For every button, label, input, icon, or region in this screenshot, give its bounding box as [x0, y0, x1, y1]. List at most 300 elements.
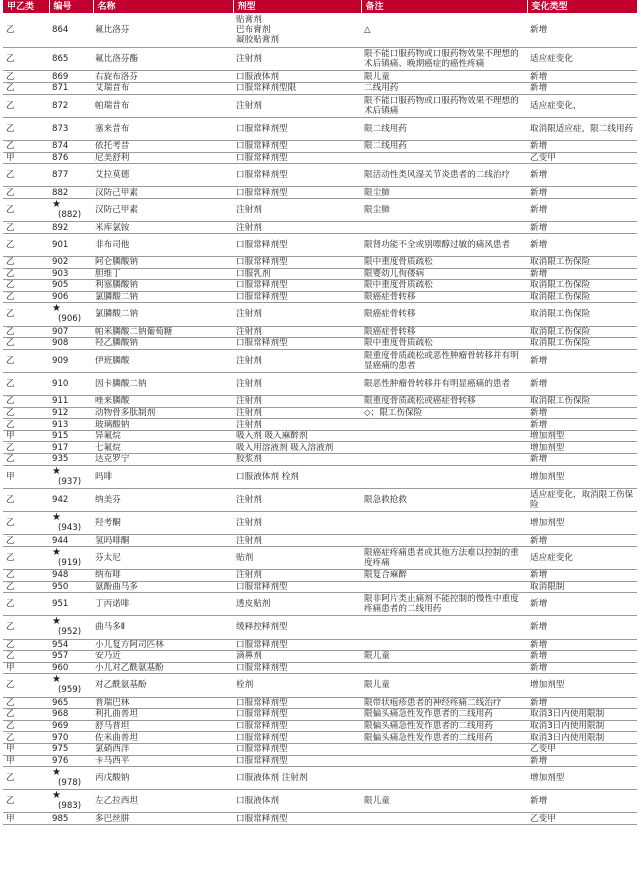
cell-category: 乙 [3, 709, 49, 721]
cell-change-type: 增加剂型 [527, 430, 637, 442]
cell-number [49, 465, 93, 488]
cell-category: 乙 [3, 338, 49, 350]
cell-change-type: 新增 [527, 616, 637, 639]
table-row [3, 233, 637, 256]
cell-drug-name: 氨酚曲马多 [93, 581, 233, 593]
cell-drug-name: 帕瑞昔布 [93, 94, 233, 117]
cell-number: 871 [49, 83, 93, 95]
cell-number [49, 674, 93, 697]
table-row [3, 546, 637, 569]
table-row [3, 396, 637, 408]
cell-remarks: 限活动性类风湿关节炎患者的二线治疗 [361, 164, 527, 187]
cell-change-type: 新增 [527, 419, 637, 431]
cell-change-type: 新增 [527, 662, 637, 674]
cell-change-type: 新增 [527, 697, 637, 709]
cell-dosage-form: 口服常释剂型 [233, 720, 361, 732]
cell-change-type: 新增 [527, 222, 637, 234]
cell-dosage-form: 口服液体剂 注射剂 [233, 767, 361, 790]
cell-remarks: 限重度骨质疏松或恶性肿瘤骨转移并有明显癌痛的患者 [361, 349, 527, 372]
cell-drug-name: 胆维丁 [93, 268, 233, 280]
cell-drug-name: 氢吗啡酮 [93, 535, 233, 547]
cell-remarks: 限不能口服药物或口服药物效果不理想的术后镇痛、晚期癌症的癌性疼痛 [361, 48, 527, 71]
cell-number: 910 [49, 372, 93, 395]
cell-category: 乙 [3, 280, 49, 292]
cell-remarks [361, 152, 527, 164]
cell-category: 乙 [3, 71, 49, 83]
cell-change-type: 新增 [527, 570, 637, 582]
cell-dosage-form: 口服常释剂型 [233, 662, 361, 674]
cell-number: 892 [49, 222, 93, 234]
cell-number: 948 [49, 570, 93, 582]
cell-drug-name: 芬太尼 [93, 546, 233, 569]
cell-change-type: 新增 [527, 349, 637, 372]
cell-remarks [361, 430, 527, 442]
cell-change-type: 乙变甲 [527, 813, 637, 825]
cell-number-text: (937) [58, 476, 82, 487]
cell-change-type: 适应症变化， [527, 94, 637, 117]
cell-category: 乙 [3, 83, 49, 95]
cell-dosage-form: 注射剂 [233, 535, 361, 547]
cell-drug-name: 佐米曲普坦 [93, 732, 233, 744]
cell-category: 乙 [3, 512, 49, 535]
cell-category: 乙 [3, 767, 49, 790]
cell-number-text: (983) [58, 801, 82, 812]
cell-category: 乙 [3, 535, 49, 547]
cell-remarks: 限非阿片类止痛剂不能控制的慢性中重度疼痛患者的二线用药 [361, 593, 527, 616]
cell-remarks: 限婴幼儿佝偻病 [361, 268, 527, 280]
cell-category: 甲 [3, 813, 49, 825]
cell-drug-name: 阿仑膦酸钠 [93, 256, 233, 268]
cell-remarks: 限中重度骨质疏松 [361, 280, 527, 292]
star-icon: ★ [52, 790, 61, 802]
table-row [3, 743, 637, 755]
cell-category: 乙 [3, 546, 49, 569]
cell-drug-name: 异氟烷 [93, 430, 233, 442]
cell-remarks [361, 512, 527, 535]
cell-number: 960 [49, 662, 93, 674]
cell-change-type: 取消限工伤保险 [527, 303, 637, 326]
table-row [3, 187, 637, 199]
table-row [3, 570, 637, 582]
cell-drug-name: 纳布啡 [93, 570, 233, 582]
cell-number: 869 [49, 71, 93, 83]
cell-remarks [361, 743, 527, 755]
table-row [3, 222, 637, 234]
table-row [3, 291, 637, 303]
table-row [3, 152, 637, 164]
cell-category: 乙 [3, 488, 49, 511]
cell-drug-name: 安乃近 [93, 651, 233, 663]
table-row [3, 616, 637, 639]
cell-dosage-form: 注射剂 [233, 48, 361, 71]
table-row [3, 767, 637, 790]
cell-drug-name: 利扎曲普坦 [93, 709, 233, 721]
cell-category: 乙 [3, 233, 49, 256]
cell-category: 乙 [3, 697, 49, 709]
cell-number [49, 546, 93, 569]
cell-category: 乙 [3, 407, 49, 419]
cell-number: 876 [49, 152, 93, 164]
cell-category: 甲 [3, 465, 49, 488]
cell-remarks: 限二线用药 [361, 141, 527, 153]
cell-number: 985 [49, 813, 93, 825]
cell-remarks: 限尘肺 [361, 199, 527, 222]
cell-dosage-form: 口服常释剂型 [233, 709, 361, 721]
cell-category: 乙 [3, 419, 49, 431]
cell-change-type: 取消限工伤保险 [527, 280, 637, 292]
cell-drug-name: 氟比洛芬酯 [93, 48, 233, 71]
cell-dosage-form: 注射剂 [233, 512, 361, 535]
cell-change-type: 取消3日内使用限制 [527, 732, 637, 744]
cell-remarks: 限偏头痛急性发作患者的二线用药 [361, 709, 527, 721]
table-row [3, 651, 637, 663]
cell-drug-name: 达克罗宁 [93, 454, 233, 466]
table-row [3, 71, 637, 83]
cell-number-text: (882) [58, 210, 82, 221]
cell-change-type: 取消限工伤保险 [527, 396, 637, 408]
cell-drug-name: 塞来昔布 [93, 117, 233, 140]
table-row [3, 303, 637, 326]
cell-drug-name: 舒马普坦 [93, 720, 233, 732]
cell-number: 865 [49, 48, 93, 71]
cell-category: 乙 [3, 593, 49, 616]
cell-remarks: 限恶性肿瘤骨转移并有明显癌痛的患者 [361, 372, 527, 395]
cell-dosage-form: 注射剂 [233, 396, 361, 408]
cell-number: 954 [49, 639, 93, 651]
cell-remarks [361, 465, 527, 488]
cell-dosage-form: 口服常释剂型 [233, 338, 361, 350]
header-category: 甲乙类 [3, 0, 49, 13]
cell-drug-name: 依托考昔 [93, 141, 233, 153]
cell-category: 乙 [3, 570, 49, 582]
cell-remarks: 二线用药 [361, 83, 527, 95]
cell-category: 乙 [3, 303, 49, 326]
cell-number: 877 [49, 164, 93, 187]
cell-number: 976 [49, 755, 93, 767]
cell-change-type: 新增 [527, 13, 637, 48]
table-row [3, 349, 637, 372]
cell-drug-name: 丁丙诺啡 [93, 593, 233, 616]
cell-number: 970 [49, 732, 93, 744]
cell-remarks [361, 639, 527, 651]
cell-category: 乙 [3, 141, 49, 153]
cell-drug-name: 伊班膦酸 [93, 349, 233, 372]
cell-remarks [361, 616, 527, 639]
table-row [3, 662, 637, 674]
cell-drug-name: 帕米膦酸二钠葡萄糖 [93, 326, 233, 338]
cell-change-type: 增加剂型 [527, 465, 637, 488]
cell-change-type: 新增 [527, 454, 637, 466]
cell-number-text: (952) [58, 627, 82, 638]
cell-dosage-form: 口服液体剂 [233, 71, 361, 83]
cell-drug-name: 因卡膦酸二钠 [93, 372, 233, 395]
cell-dosage-form: 栓剂 [233, 674, 361, 697]
cell-category: 乙 [3, 790, 49, 813]
cell-change-type: 新增 [527, 164, 637, 187]
cell-dosage-form: 口服液体剂 栓剂 [233, 465, 361, 488]
cell-change-type: 取消限制 [527, 581, 637, 593]
cell-number: 909 [49, 349, 93, 372]
cell-dosage-form: 口服常释剂型 [233, 813, 361, 825]
cell-number-text: (978) [58, 778, 82, 789]
cell-number: 968 [49, 709, 93, 721]
cell-drug-name: 氯膦酸二钠 [93, 303, 233, 326]
cell-change-type: 新增 [527, 593, 637, 616]
cell-change-type: 适应症变化 [527, 48, 637, 71]
cell-dosage-form: 透皮贴剂 [233, 593, 361, 616]
cell-change-type: 新增 [527, 407, 637, 419]
table-row [3, 48, 637, 71]
star-icon: ★ [52, 465, 61, 477]
cell-dosage-form: 口服常释剂型 [233, 164, 361, 187]
cell-remarks: 限癌症骨转移 [361, 303, 527, 326]
cell-dosage-form: 缓释控释剂型 [233, 616, 361, 639]
cell-dosage-form: 口服常释剂型 [233, 291, 361, 303]
cell-change-type: 取消3日内使用限制 [527, 720, 637, 732]
table-body [3, 13, 637, 825]
cell-category: 乙 [3, 616, 49, 639]
cell-category: 乙 [3, 164, 49, 187]
header-remarks: 备注 [361, 0, 527, 13]
cell-dosage-form: 口服常释剂型 [233, 141, 361, 153]
cell-number: 944 [49, 535, 93, 547]
cell-drug-name: 多巴丝肼 [93, 813, 233, 825]
star-icon: ★ [52, 303, 61, 315]
cell-drug-name: 动物骨多肽制剂 [93, 407, 233, 419]
table-row [3, 407, 637, 419]
cell-category: 乙 [3, 268, 49, 280]
cell-number: 874 [49, 141, 93, 153]
star-icon: ★ [52, 199, 61, 211]
cell-category: 乙 [3, 639, 49, 651]
cell-dosage-form: 注射剂 [233, 372, 361, 395]
dosage-form-line: 凝胶贴膏剂 [236, 35, 279, 46]
cell-drug-name: 丙戊酸钠 [93, 767, 233, 790]
cell-remarks: 限中重度骨质疏松 [361, 256, 527, 268]
table-row [3, 465, 637, 488]
cell-number-text: (906) [58, 314, 82, 325]
cell-drug-name: 右旋布洛芬 [93, 71, 233, 83]
cell-number: 950 [49, 581, 93, 593]
cell-change-type: 新增 [527, 535, 637, 547]
table-row [3, 813, 637, 825]
cell-change-type: 增加剂型 [527, 767, 637, 790]
cell-number-text: (943) [58, 523, 82, 534]
cell-number: 903 [49, 268, 93, 280]
cell-drug-name: 氯膦酸二钠 [93, 291, 233, 303]
table-row [3, 117, 637, 140]
cell-change-type: 新增 [527, 372, 637, 395]
cell-remarks: 限偏头痛急性发作患者的二线用药 [361, 732, 527, 744]
cell-change-type: 新增 [527, 790, 637, 813]
star-icon: ★ [52, 616, 61, 628]
cell-change-type: 增加剂型 [527, 674, 637, 697]
table-row [3, 674, 637, 697]
cell-remarks [361, 419, 527, 431]
cell-drug-name: 唑来膦酸 [93, 396, 233, 408]
table-row [3, 83, 637, 95]
cell-change-type: 乙变甲 [527, 743, 637, 755]
cell-change-type: 新增 [527, 639, 637, 651]
cell-drug-name: 小儿复方阿司匹林 [93, 639, 233, 651]
cell-dosage-form: 注射剂 [233, 303, 361, 326]
cell-category: 乙 [3, 13, 49, 48]
cell-remarks [361, 755, 527, 767]
cell-category: 甲 [3, 662, 49, 674]
cell-category: 乙 [3, 396, 49, 408]
cell-number: 965 [49, 697, 93, 709]
cell-number: 907 [49, 326, 93, 338]
cell-category: 乙 [3, 349, 49, 372]
cell-remarks: 限癌症骨转移 [361, 291, 527, 303]
cell-dosage-form: 注射剂 [233, 407, 361, 419]
cell-drug-name: 卡马西平 [93, 755, 233, 767]
cell-category: 乙 [3, 256, 49, 268]
cell-dosage-form: 口服常释剂型 [233, 187, 361, 199]
table-row [3, 488, 637, 511]
cell-drug-name: 氟比洛芬 [93, 13, 233, 48]
cell-number: 901 [49, 233, 93, 256]
cell-drug-name: 七氟烷 [93, 442, 233, 454]
cell-remarks: 限尘肺 [361, 187, 527, 199]
table-row [3, 442, 637, 454]
header-dosage-form: 剂型 [233, 0, 361, 13]
cell-change-type: 乙变甲 [527, 152, 637, 164]
cell-drug-name: 吗啡 [93, 465, 233, 488]
star-icon: ★ [52, 512, 61, 524]
cell-category: 乙 [3, 454, 49, 466]
cell-change-type: 新增 [527, 268, 637, 280]
cell-number: 975 [49, 743, 93, 755]
star-icon: ★ [52, 767, 61, 779]
cell-category: 乙 [3, 442, 49, 454]
cell-category: 乙 [3, 48, 49, 71]
cell-dosage-form: 口服常释剂型 [233, 256, 361, 268]
cell-dosage-form: 吸入剂 吸入麻醉剂 [233, 430, 361, 442]
cell-number [49, 512, 93, 535]
cell-drug-name: 对乙酰氨基酚 [93, 674, 233, 697]
cell-dosage-form: 贴剂 [233, 546, 361, 569]
cell-remarks [361, 454, 527, 466]
cell-drug-name: 米库氯铵 [93, 222, 233, 234]
cell-number: 951 [49, 593, 93, 616]
cell-remarks: △ [361, 13, 527, 48]
cell-change-type: 新增 [527, 199, 637, 222]
cell-number [49, 790, 93, 813]
cell-number: 908 [49, 338, 93, 350]
cell-dosage-form: 口服常释剂型 [233, 280, 361, 292]
cell-drug-name: 小儿对乙酰氨基酚 [93, 662, 233, 674]
cell-change-type: 取消限工伤保险 [527, 256, 637, 268]
cell-dosage-form: 口服常释剂型 [233, 697, 361, 709]
cell-number: 957 [49, 651, 93, 663]
table-row [3, 732, 637, 744]
cell-remarks: 限儿童 [361, 790, 527, 813]
cell-dosage-form: 口服液体剂 [233, 790, 361, 813]
table-row [3, 13, 637, 48]
cell-number-text: (919) [58, 557, 82, 568]
cell-category: 乙 [3, 674, 49, 697]
cell-change-type: 取消限工伤保险 [527, 338, 637, 350]
cell-dosage-form: 口服常释剂型 [233, 755, 361, 767]
cell-category: 乙 [3, 94, 49, 117]
cell-change-type: 取消限工伤保险 [527, 291, 637, 303]
cell-dosage-form: 注射剂 [233, 222, 361, 234]
cell-remarks [361, 222, 527, 234]
cell-category: 甲 [3, 430, 49, 442]
cell-drug-name: 玻璃酸钠 [93, 419, 233, 431]
star-icon: ★ [52, 674, 61, 686]
cell-remarks [361, 535, 527, 547]
cell-dosage-form: 注射剂 [233, 94, 361, 117]
cell-change-type: 新增 [527, 187, 637, 199]
cell-dosage-form: 吸入用溶液剂 吸入溶液剂 [233, 442, 361, 454]
cell-number: 935 [49, 454, 93, 466]
cell-number: 917 [49, 442, 93, 454]
cell-drug-name: 羟考酮 [93, 512, 233, 535]
cell-dosage-form: 口服乳剂 [233, 268, 361, 280]
cell-dosage-form: 注射剂 [233, 326, 361, 338]
table-header-row [3, 0, 637, 13]
drug-change-table [3, 0, 638, 825]
cell-change-type: 新增 [527, 651, 637, 663]
cell-change-type: 取消限适应症，限二线用药 [527, 117, 637, 140]
cell-number: 864 [49, 13, 93, 48]
cell-dosage-form: 注射剂 [233, 349, 361, 372]
cell-change-type: 新增 [527, 71, 637, 83]
cell-category: 乙 [3, 372, 49, 395]
cell-remarks: 限带状疱疹患者的神经疼痛二线治疗 [361, 697, 527, 709]
cell-drug-name: 艾拉莫德 [93, 164, 233, 187]
cell-dosage-form: 口服常释剂型 [233, 743, 361, 755]
drug-change-table-document [3, 0, 637, 825]
cell-category: 甲 [3, 755, 49, 767]
cell-change-type: 适应症变化 [527, 546, 637, 569]
cell-remarks: 限儿童 [361, 674, 527, 697]
table-row [3, 419, 637, 431]
cell-number: 872 [49, 94, 93, 117]
cell-remarks: 限肾功能不全或别嘌醇过敏的痛风患者 [361, 233, 527, 256]
cell-change-type: 新增 [527, 141, 637, 153]
star-icon: ★ [52, 546, 61, 558]
cell-remarks: 限癌症疼痛患者或其他方法难以控制的重度疼痛 [361, 546, 527, 569]
cell-drug-name: 非布司他 [93, 233, 233, 256]
cell-drug-name: 羟乙膦酸钠 [93, 338, 233, 350]
cell-drug-name: 尼美舒利 [93, 152, 233, 164]
cell-category: 乙 [3, 732, 49, 744]
cell-number: 969 [49, 720, 93, 732]
table-row [3, 535, 637, 547]
table-row [3, 141, 637, 153]
cell-category: 乙 [3, 651, 49, 663]
cell-category: 甲 [3, 152, 49, 164]
cell-remarks: 限儿童 [361, 651, 527, 663]
cell-dosage-form: 胶浆剂 [233, 454, 361, 466]
table-row [3, 709, 637, 721]
table-row [3, 268, 637, 280]
cell-number: 915 [49, 430, 93, 442]
cell-dosage-form: 口服常释剂型 [233, 233, 361, 256]
cell-number [49, 199, 93, 222]
table-row [3, 755, 637, 767]
table-row [3, 790, 637, 813]
cell-category: 乙 [3, 291, 49, 303]
cell-number: 902 [49, 256, 93, 268]
cell-dosage-form: 口服常释剂型 [233, 732, 361, 744]
cell-category: 乙 [3, 187, 49, 199]
cell-dosage-form: 口服常释剂型限 [233, 83, 361, 95]
cell-drug-name: 纳美芬 [93, 488, 233, 511]
